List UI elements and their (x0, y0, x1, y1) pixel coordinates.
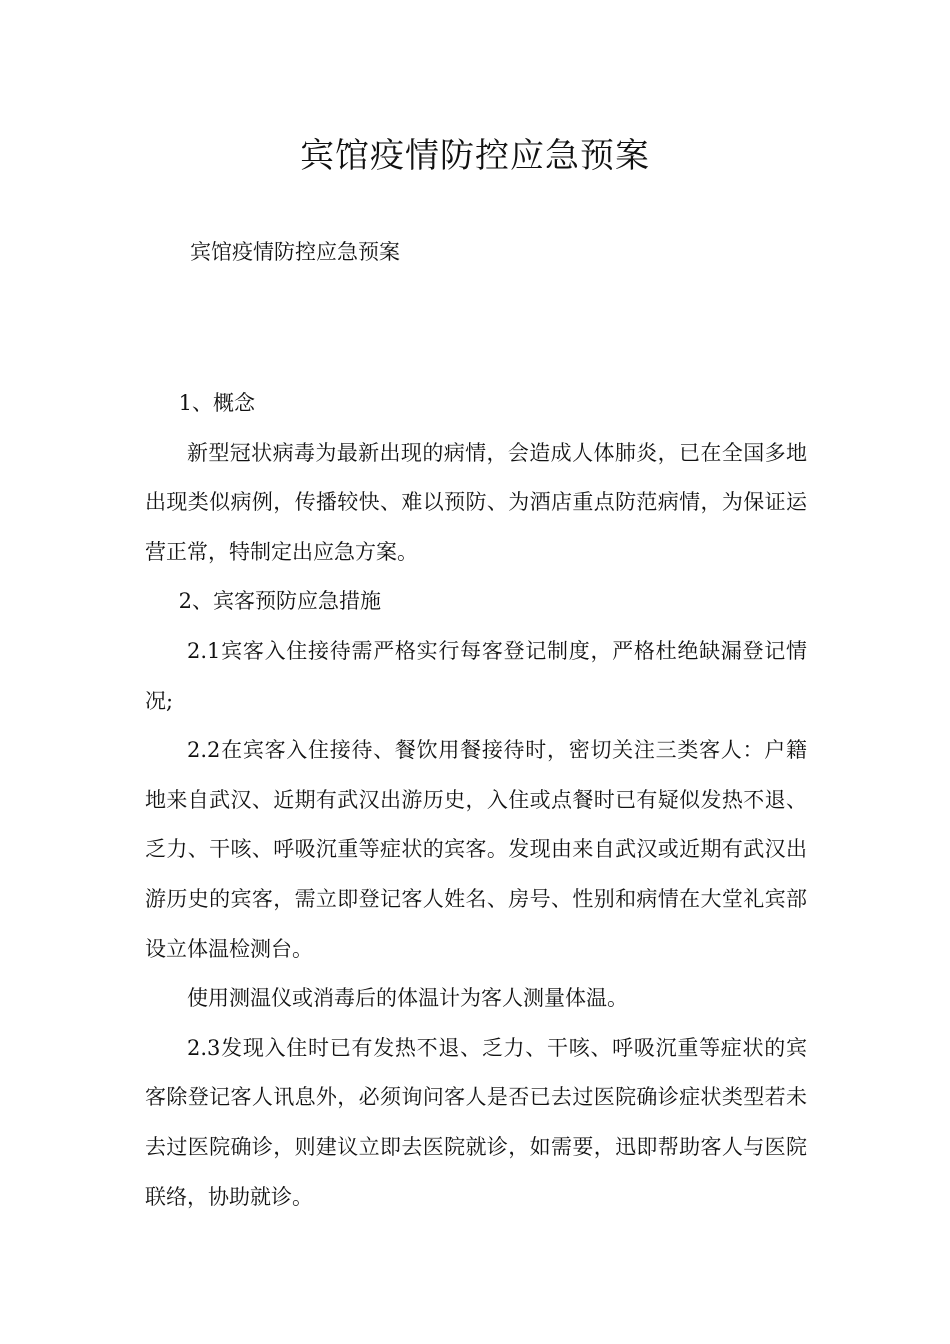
paragraph-measure-2-1: 2.1宾客入住接待需严格实行每客登记制度，严格杜绝缺漏登记情况; (145, 638, 807, 713)
document-title: 宾馆疫情防控应急预案 (300, 136, 650, 176)
paragraph-concept-description: 新型冠状病毒为最新出现的病情，会造成人体肺炎，已在全国多地出现类似病例，传播较快、难以预防、为酒店重点防范病情，为保证运营正常，特制定出应急方案。 (145, 440, 807, 564)
paragraph-measure-2-2: 2.2在宾客入住接待、餐饮用餐接待时，密切关注三类客人：户籍地来自武汉、近期有武汉出游历史，入住或点餐时已有疑似发热不退、乏力、干咳、呼吸沉重等症状的宾客。发现由来自武汉或近期有武汉出游历史的宾客，需立即登记客人姓名、房号、性别和病情在大堂礼宾部设立体温检测台。 (145, 738, 807, 961)
paragraph-measure-2-3: 2.3发现入住时已有发热不退、乏力、干咳、呼吸沉重等症状的宾客除登记客人讯息外，必须询问客人是否已去过医院确诊症状类型若未去过医院确诊，则建议立即去医院就诊，如需要，迅即帮助客人与医院联络，协助就诊。 (145, 1035, 807, 1209)
section-heading-guest-measures: 2、宾客预防应急措施 (178, 589, 381, 614)
section-heading-concept: 1、概念 (178, 391, 255, 415)
document-subtitle: 宾馆疫情防控应急预案 (190, 240, 400, 264)
paragraph-temperature-check: 使用测温仪或消毒后的体温计为客人测量体温。 (187, 986, 628, 1011)
document-body (145, 379, 807, 1222)
